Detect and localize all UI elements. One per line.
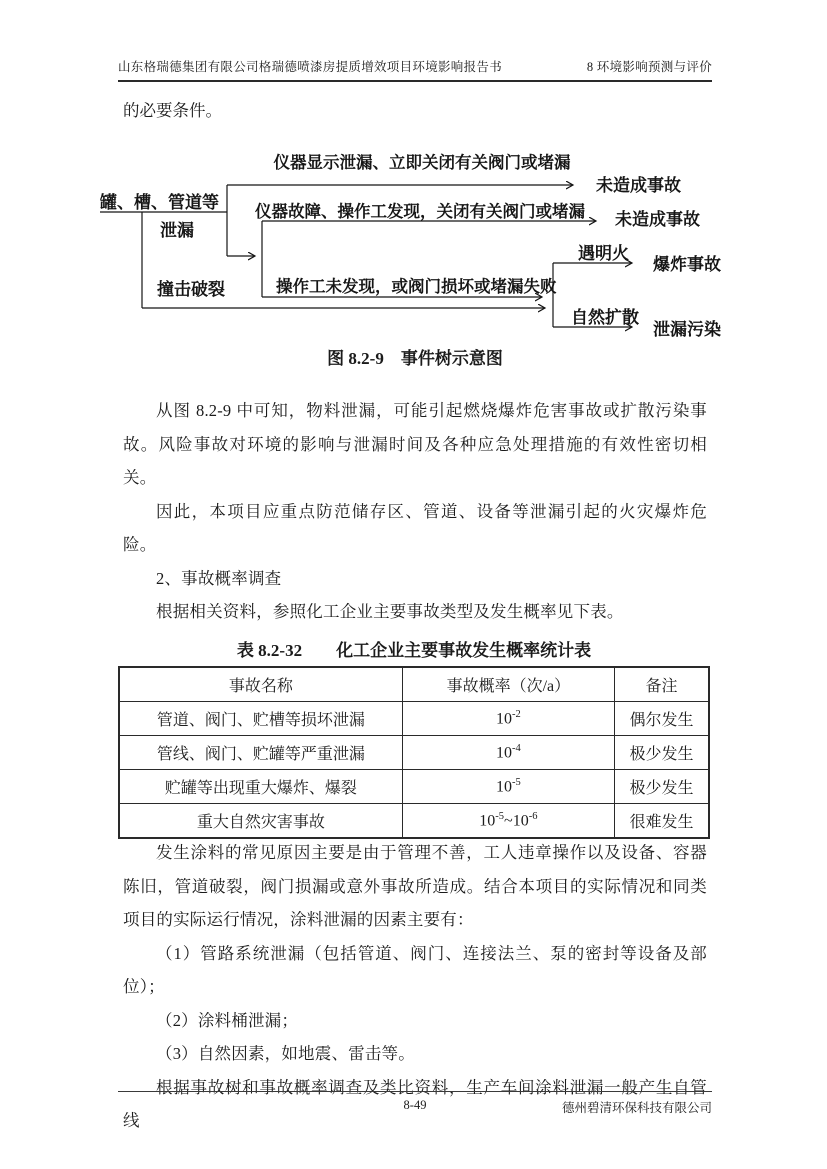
outcome-explosion: 爆炸事故 — [653, 255, 721, 274]
cell-accident-name: 重大自然灾害事故 — [119, 804, 402, 839]
header-accident-name: 事故名称 — [119, 667, 402, 702]
figure-caption: 图 8.2-9 事件树示意图 — [327, 349, 503, 368]
prob-base: 10 — [496, 778, 512, 796]
paragraph: （1）管路系统泄漏（包括管道、阀门、连接法兰、泵的密封等设备及部位）； — [123, 943, 707, 996]
cell-accident-name: 管道、阀门、贮槽等损坏泄漏 — [119, 702, 402, 736]
cell-note: 极少发生 — [615, 770, 709, 804]
prob-base: ~10 — [504, 812, 529, 830]
outcome-leak-pollution: 泄漏污染 — [653, 320, 721, 339]
label-path-instrument-detected: 仪器显示泄漏、立即关闭有关阀门或堵漏 — [273, 153, 571, 172]
table-row — [119, 736, 709, 770]
label-path-operator-found: 仪器故障、操作工发现，关闭有关阀门或堵漏 — [255, 202, 585, 221]
table-header-row — [119, 667, 709, 702]
event-tree-diagram — [0, 140, 827, 348]
node-cause-leak: 泄漏 — [160, 221, 194, 240]
header-note: 备注 — [615, 667, 709, 702]
header-chapter-title: 8 环境影响预测与评价 — [586, 60, 712, 74]
paragraph: 发生涂料的常见原因主要是由于管理不善，工人违章操作以及设备、容器陈旧，管道破裂，阀门损漏或意外事故所造成。结合本项目的实际情况和同类项目的实际运行情况，涂料泄漏的因素主要有： — [123, 843, 707, 929]
table-row — [119, 804, 709, 839]
prob-exponent: -5 — [512, 776, 521, 788]
cell-note: 很难发生 — [615, 804, 709, 839]
table-title: 表 8.2-32 化工企业主要事故发生概率统计表 — [236, 641, 592, 660]
prob-exponent: -6 — [528, 810, 538, 822]
page-footer — [118, 1091, 712, 1116]
table-row — [119, 702, 709, 736]
cell-note: 偶尔发生 — [615, 702, 709, 736]
paragraph: （3）自然因素，如地震、雷击等。 — [156, 1044, 415, 1063]
lead-sentence: 的必要条件。 — [123, 101, 222, 120]
paragraph: 因此，本项目应重点防范储存区、管道、设备等泄漏引起的火灾爆炸危险。 — [123, 501, 707, 554]
outcome-no-accident-1: 未造成事故 — [596, 176, 681, 195]
cell-note: 极少发生 — [615, 736, 709, 770]
node-source: 罐、槽、管道等 — [100, 193, 219, 212]
footer-company: 德州碧清环保科技有限公司 — [561, 1101, 712, 1115]
paragraph: 根据事故树和事故概率调查及类比资料，生产车间涂料泄漏一般产生自管线 — [123, 1077, 707, 1130]
cell-probability — [402, 736, 614, 770]
header-report-title: 山东格瑞德集团有限公司格瑞德喷漆房提质增效项目环境影响报告书 — [118, 60, 503, 74]
cell-accident-name: 贮罐等出现重大爆炸、爆裂 — [119, 770, 402, 804]
footer-page-number: 8-49 — [403, 1098, 427, 1112]
outcome-no-accident-2: 未造成事故 — [615, 210, 700, 229]
probability-table-section — [118, 636, 710, 839]
cell-probability — [402, 702, 614, 736]
prob-base: 10 — [496, 710, 512, 728]
body-paragraphs-before-table — [123, 394, 707, 629]
header-accident-probability: 事故概率（次/a） — [402, 667, 614, 702]
probability-table — [118, 666, 710, 839]
node-cond-natural-diffusion: 自然扩散 — [571, 308, 639, 327]
cell-probability — [402, 804, 614, 839]
node-cond-open-fire: 遇明火 — [578, 244, 629, 263]
prob-base: 10 — [496, 744, 512, 762]
prob-exponent: -5 — [495, 810, 505, 822]
label-path-not-found: 操作工未发现，或阀门损坏或堵漏失败 — [276, 277, 557, 296]
cell-probability — [402, 770, 614, 804]
paragraph: 2、事故概率调查 — [156, 568, 282, 588]
page-header — [118, 57, 712, 82]
paragraph: （2）涂料桶泄漏； — [156, 1010, 299, 1030]
cell-accident-name: 管线、阀门、贮罐等严重泄漏 — [119, 736, 402, 770]
prob-exponent: -4 — [512, 742, 521, 754]
table-row — [119, 770, 709, 804]
prob-base: 10 — [479, 812, 496, 830]
node-cause-impact: 撞击破裂 — [157, 280, 225, 299]
paragraph: 根据相关资料，参照化工企业主要事故类型及发生概率见下表。 — [156, 602, 624, 621]
prob-exponent: -2 — [512, 708, 521, 720]
paragraph: 从图 8.2-9 中可知，物料泄漏，可能引起燃烧爆炸危害事故或扩散污染事故。风险事故对环境的影响与泄漏时间及各种应急处理措施的有效性密切相关。 — [123, 401, 707, 487]
